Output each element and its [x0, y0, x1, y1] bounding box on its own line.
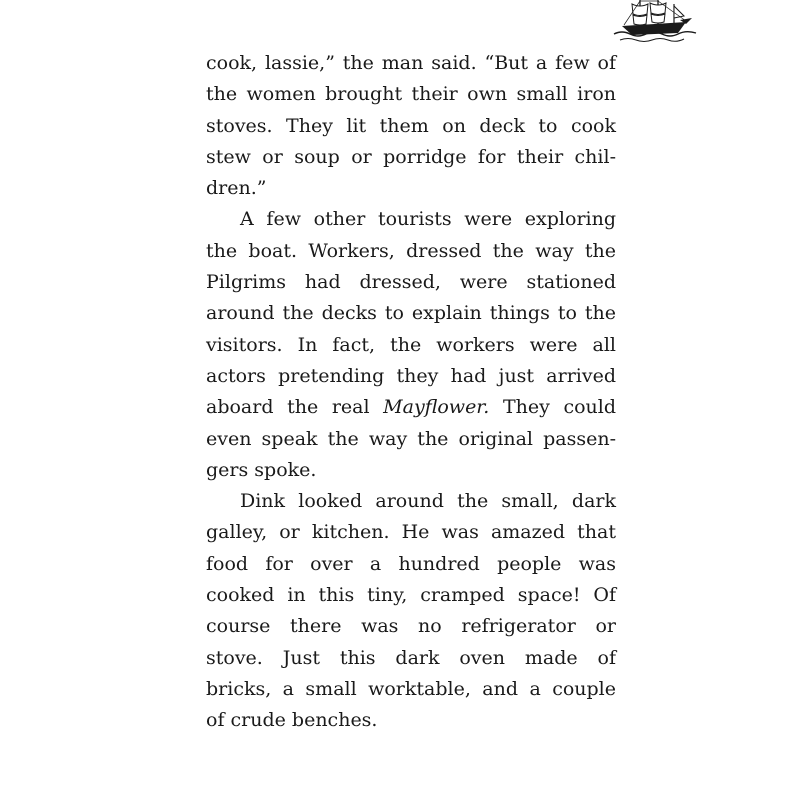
text-line: stew or soup or porridge for their chil-: [206, 145, 616, 168]
text-line: the boat. Workers, dressed the way the: [206, 239, 616, 262]
text-line: bricks, a small worktable, and a couple: [206, 677, 616, 700]
text-line: even speak the way the original passen-: [206, 427, 616, 450]
text-line: stoves. They lit them on deck to cook: [206, 114, 616, 137]
text-line: galley, or kitchen. He was amazed that: [206, 521, 616, 544]
text-line: cooked in this tiny, cramped space! Of: [206, 584, 616, 607]
text-line: around the decks to explain things to the: [206, 302, 616, 325]
text-line: Dink looked around the small, dark: [240, 490, 616, 513]
text-line: food for over a hundred people was: [206, 552, 616, 575]
text-line: Pilgrims had dressed, were stationed: [206, 271, 616, 294]
ship-name-italic: Mayflower.: [383, 396, 490, 419]
text-line: stove. Just this dark oven made of: [206, 646, 616, 669]
text-line: cook, lassie,” the man said. “But a few of: [206, 52, 616, 74]
text-line: the women brought their own small iron: [206, 83, 616, 106]
text-line: visitors. In fact, the workers were all: [206, 333, 616, 356]
text-line: A few other tourists were exploring: [240, 208, 616, 231]
text-line: dren.”: [206, 177, 267, 200]
text-line: gers spoke.: [206, 458, 317, 481]
text-run: aboard the real: [206, 396, 384, 419]
text-line: of crude benches.: [206, 709, 378, 732]
text-run: They could: [489, 396, 616, 419]
body-text: [206, 48, 616, 737]
text-line: actors pretending they had just arrived: [206, 364, 616, 387]
sailing-ship-icon: [612, 0, 698, 44]
text-line: course there was no refrigerator or: [206, 615, 616, 638]
text-line-with-italic: [206, 392, 616, 423]
